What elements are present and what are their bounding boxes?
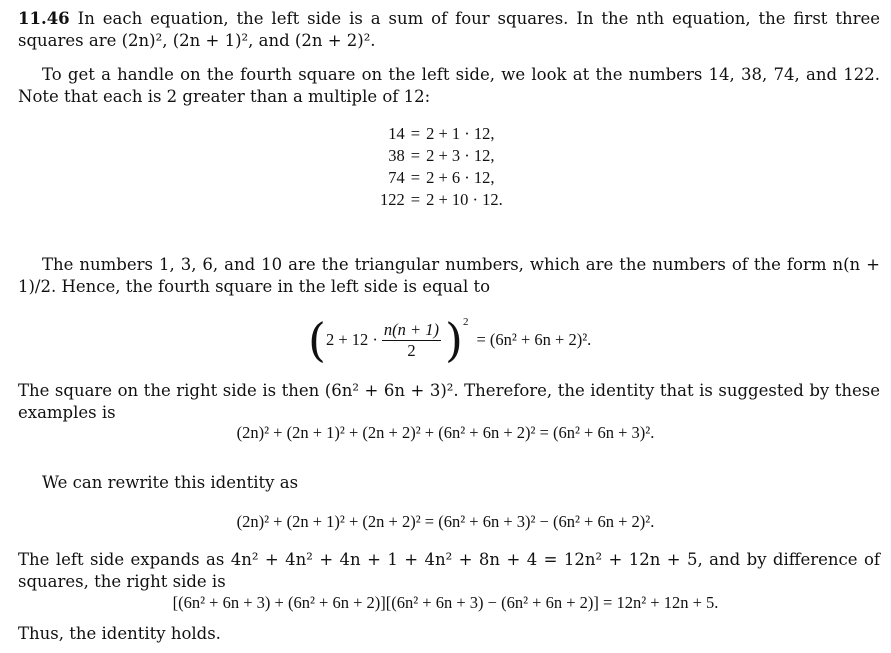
- equals-sign: =: [410, 190, 421, 209]
- equation-lhs: 74: [388, 168, 405, 187]
- aligned-equation-row: [380, 189, 503, 211]
- equals-sign: =: [410, 146, 421, 165]
- fraction-numerator: n(n + 1): [383, 319, 440, 339]
- left-paren: (: [308, 313, 326, 367]
- equation-lhs: 38: [388, 146, 405, 165]
- equation-lhs: 122: [380, 190, 405, 209]
- right-paren: ): [445, 313, 463, 367]
- triangular-paragraph: The numbers 1, 3, 6, and 10 are the triangular numbers, which are the numbers of the form n(n + 1)/2. Hence, the fourth square in the left side is equal to: [18, 255, 880, 296]
- conclusion-text: Thus, the identity holds.: [18, 624, 221, 643]
- aligned-equation-row: [380, 167, 503, 189]
- intro-paragraph: [18, 8, 880, 52]
- square-right-paragraph: The square on the right side is then (6n² + 6n + 3)². Therefore, the identity that is suggested by these examples is: [18, 381, 880, 422]
- equals-sign: =: [410, 124, 421, 143]
- fraction: [382, 320, 441, 361]
- equals-sign: =: [410, 168, 421, 187]
- aligned-equation-row: [380, 145, 503, 167]
- expand-paragraph: The left side expands as 4n² + 4n² + 4n + 1 + 4n² + 8n + 4 = 12n² + 12n + 5, and by difference of squares, the right side is: [18, 550, 880, 591]
- fraction-denominator: 2: [407, 340, 416, 360]
- equation-rhs: 2 + 6 · 12,: [426, 168, 495, 187]
- equation-rhs: 2 + 3 · 12,: [426, 146, 495, 165]
- identity-3: [(6n² + 6n + 3) + (6n² + 6n + 2)][(6n² + 6n + 3) − (6n² + 6n + 2)] = 12n² + 12n + 5.: [172, 593, 719, 612]
- aligned-equation-row: [380, 123, 503, 145]
- frac-rhs: = (6n² + 6n + 2)².: [476, 330, 592, 349]
- equation-rhs: 2 + 10 · 12.: [426, 190, 503, 209]
- equation-lhs: 14: [388, 124, 405, 143]
- frac-prefix: 2 + 12 ·: [325, 330, 378, 349]
- identity-2: (2n)² + (2n + 1)² + (2n + 2)² = (6n² + 6n + 3)² − (6n² + 6n + 2)².: [236, 512, 655, 531]
- intro-text: In each equation, the left side is a sum of four squares. In the nth equation, the first three squares are (2n)², (2n + 1)², and (2n + 2)².: [18, 9, 880, 50]
- equation-rhs: 2 + 1 · 12,: [426, 124, 495, 143]
- handle-paragraph: To get a handle on the fourth square on the left side, we look at the numbers 14, 38, 74, and 122. Note that each is 2 greater than a multiple of 12:: [18, 65, 880, 106]
- identity-1: (2n)² + (2n + 1)² + (2n + 2)² + (6n² + 6n + 2)² = (6n² + 6n + 3)².: [236, 423, 655, 442]
- problem-number: 11.46: [18, 9, 70, 28]
- aligned-equations: [380, 123, 503, 211]
- rewrite-paragraph: We can rewrite this identity as: [42, 473, 299, 492]
- fraction-equation: ( 2 + 12 · $\frac{n(n + 1)}{2}$ ) $^2$ = (6n² + 6n + 2)².: [308, 313, 592, 367]
